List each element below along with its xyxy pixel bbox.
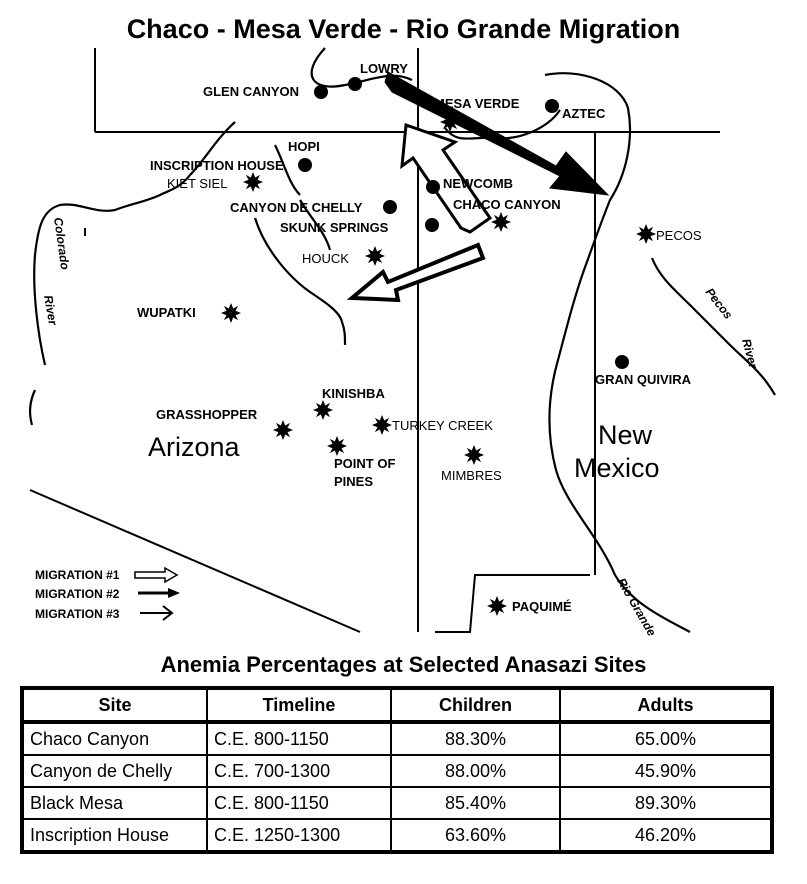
new-mexico-label-2: Mexico xyxy=(574,453,660,483)
timeline-cell: C.E. 700-1300 xyxy=(207,755,391,787)
site-cell: Inscription House xyxy=(22,819,207,852)
grasshopper-label: GRASSHOPPER xyxy=(156,407,258,422)
header-children: Children xyxy=(391,688,560,722)
wupatki-star xyxy=(221,303,241,323)
table-row xyxy=(22,722,772,755)
point-of-pines-label-2: PINES xyxy=(334,474,374,489)
header-adults: Adults xyxy=(560,688,772,722)
state-boundaries xyxy=(30,48,720,632)
children-cell: 88.30% xyxy=(391,722,560,755)
children-cell: 88.00% xyxy=(391,755,560,787)
hopi-label: HOPI xyxy=(288,139,320,154)
adults-cell: 46.20% xyxy=(560,819,772,852)
adults-cell: 45.90% xyxy=(560,755,772,787)
children-cell: 85.40% xyxy=(391,787,560,819)
point-of-pines-star xyxy=(327,436,347,456)
legend-migration3-arrow xyxy=(140,606,172,620)
grasshopper-star xyxy=(273,420,293,440)
newcomb-dot xyxy=(426,180,440,194)
lowry-label: LOWRY xyxy=(360,61,408,76)
page-title: Chaco - Mesa Verde - Rio Grande Migration xyxy=(126,14,681,44)
legend xyxy=(35,568,180,621)
glen-canyon-label: GLEN CANYON xyxy=(203,84,300,99)
pecos-river-label-1: Pecos xyxy=(702,285,736,322)
timeline-cell: C.E. 800-1150 xyxy=(207,787,391,819)
glen-canyon-dot xyxy=(314,85,328,99)
legend-migration1-arrow xyxy=(135,568,177,582)
mesa-verde-star xyxy=(440,112,460,132)
adults-cell: 89.30% xyxy=(560,787,772,819)
wupatki-label: WUPATKI xyxy=(137,305,196,320)
header-site: Site xyxy=(22,688,207,722)
skunk-springs-dot xyxy=(425,218,439,232)
kiet-siel-star xyxy=(243,172,263,192)
mimbres-star xyxy=(464,445,484,465)
newcomb-label: NEWCOMB xyxy=(443,176,514,191)
arizona-label: Arizona xyxy=(148,432,240,462)
gran-quivira-dot xyxy=(615,355,629,369)
gran-quivira-label: GRAN QUIVIRA xyxy=(595,372,692,387)
houck-label: HOUCK xyxy=(302,251,349,266)
site-cell: Black Mesa xyxy=(22,787,207,819)
table-row xyxy=(22,755,772,787)
pecos-star xyxy=(636,224,656,244)
canyon-de-chelly-dot xyxy=(383,200,397,214)
site-cell: Canyon de Chelly xyxy=(22,755,207,787)
table-title: Anemia Percentages at Selected Anasazi Sites xyxy=(160,652,647,677)
canyon-de-chelly-label: CANYON DE CHELLY xyxy=(230,200,363,215)
paquime-label: PAQUIMÉ xyxy=(512,599,572,614)
colorado-river-label-1: Colorado xyxy=(51,216,73,271)
chaco-canyon-label: CHACO CANYON xyxy=(453,197,561,212)
legend-migration3-label: MIGRATION #3 xyxy=(35,607,120,621)
new-mexico-label-1: New xyxy=(598,420,653,450)
houck-star xyxy=(365,246,385,266)
rio-grande-label: Rio Grande xyxy=(614,575,659,639)
kinishba-star xyxy=(313,400,333,420)
rivers xyxy=(30,48,775,632)
hopi-dot xyxy=(298,158,312,172)
timeline-cell: C.E. 1250-1300 xyxy=(207,819,391,852)
children-cell: 63.60% xyxy=(391,819,560,852)
mesa-verde-label: MESA VERDE xyxy=(434,96,520,111)
table-row xyxy=(22,819,772,852)
aztec-dot xyxy=(545,99,559,113)
adults-cell: 65.00% xyxy=(560,722,772,755)
point-of-pines-label-1: POINT OF xyxy=(334,456,396,471)
skunk-springs-label: SKUNK SPRINGS xyxy=(280,220,389,235)
mimbres-label: MIMBRES xyxy=(441,468,502,483)
header-timeline: Timeline xyxy=(207,688,391,722)
pecos-river-label-2: River xyxy=(739,337,761,370)
timeline-cell: C.E. 800-1150 xyxy=(207,722,391,755)
legend-migration1-label: MIGRATION #1 xyxy=(35,568,120,582)
kinishba-label: KINISHBA xyxy=(322,386,385,401)
table-row xyxy=(22,787,772,819)
aztec-label: AZTEC xyxy=(562,106,606,121)
paquime-star xyxy=(487,596,507,616)
lowry-dot xyxy=(348,77,362,91)
inscription-house-label: INSCRIPTION HOUSE xyxy=(150,158,284,173)
colorado-river-label-2: River xyxy=(41,294,61,327)
site-cell: Chaco Canyon xyxy=(22,722,207,755)
table-header-row xyxy=(22,688,772,722)
turkey-creek-star xyxy=(372,415,392,435)
pecos-label: PECOS xyxy=(656,228,702,243)
kiet-siel-label: KIET SIEL xyxy=(167,176,228,191)
legend-migration2-label: MIGRATION #2 xyxy=(35,587,120,601)
anemia-table xyxy=(20,686,774,854)
turkey-creek-label: TURKEY CREEK xyxy=(392,418,493,433)
legend-migration2-arrow xyxy=(138,588,180,598)
chaco-canyon-star xyxy=(491,212,511,232)
